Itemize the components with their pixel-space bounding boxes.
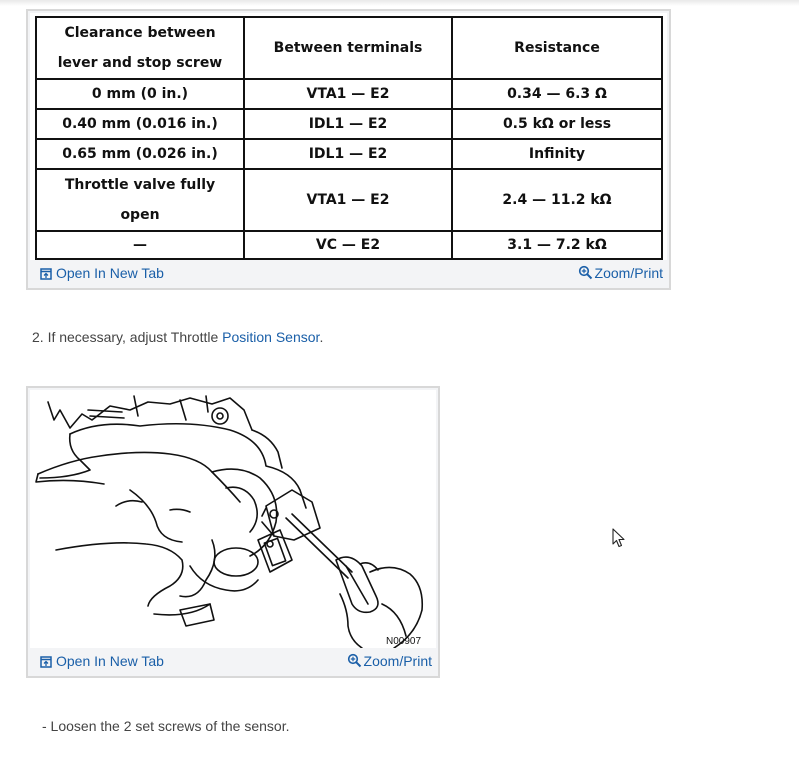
open-in-new-tab-link[interactable] (40, 265, 164, 281)
step-2-prefix: 2. If necessary, adjust Throttle (32, 329, 223, 345)
table-row (36, 169, 662, 231)
open-in-new-tab-icon (40, 268, 52, 280)
resistance-table-figure (26, 9, 671, 290)
table-row (36, 231, 662, 259)
header-clearance: Clearance between lever and stop screw (36, 17, 244, 79)
cell-resistance: 0.5 kΩ or less (452, 109, 662, 139)
zoom-icon (347, 653, 362, 668)
cell-terminals: IDL1 — E2 (244, 139, 452, 169)
throttle-body-drawing (30, 390, 436, 648)
cell-terminals: IDL1 — E2 (244, 109, 452, 139)
cell-resistance: 2.4 — 11.2 kΩ (452, 169, 662, 231)
header-terminals: Between terminals (244, 17, 452, 79)
cell-clearance: 0.40 mm (0.016 in.) (36, 109, 244, 139)
step-2-suffix: . (319, 329, 324, 345)
figure-code-label: N00907 (386, 636, 422, 647)
resistance-table (35, 16, 663, 260)
table-row (36, 109, 662, 139)
zoom-print-label: Zoom/Print (594, 265, 663, 281)
cell-clearance: 0 mm (0 in.) (36, 79, 244, 109)
mouse-pointer-icon (612, 528, 626, 548)
table-row (36, 139, 662, 169)
open-in-new-tab-link[interactable] (40, 653, 164, 669)
zoom-print-label: Zoom/Print (363, 653, 432, 669)
table-image (30, 13, 667, 260)
cell-terminals: VC — E2 (244, 231, 452, 259)
throttle-sensor-figure (26, 386, 440, 678)
table-row (36, 79, 662, 109)
position-sensor-link[interactable]: Position Sensor (222, 329, 320, 345)
cell-clearance: Throttle valve fully open (36, 169, 244, 231)
top-shadow (0, 0, 799, 6)
throttle-sensor-illustration (30, 390, 436, 648)
cell-clearance: — (36, 231, 244, 259)
cell-terminals: VTA1 — E2 (244, 169, 452, 231)
open-in-new-tab-icon (40, 656, 52, 668)
zoom-print-link[interactable] (578, 265, 663, 281)
cell-resistance: 3.1 — 7.2 kΩ (452, 231, 662, 259)
instruction-bullet: - Loosen the 2 set screws of the sensor. (42, 718, 290, 734)
figure-toolbar (30, 648, 436, 674)
cell-resistance: Infinity (452, 139, 662, 169)
header-resistance: Resistance (452, 17, 662, 79)
open-in-new-tab-label: Open In New Tab (56, 653, 164, 669)
open-in-new-tab-label: Open In New Tab (56, 265, 164, 281)
step-2-text (32, 329, 323, 345)
zoom-icon (578, 265, 593, 280)
zoom-print-link[interactable] (347, 653, 432, 669)
table-header-row (36, 17, 662, 79)
figure-toolbar (30, 260, 667, 286)
cell-clearance: 0.65 mm (0.026 in.) (36, 139, 244, 169)
cell-resistance: 0.34 — 6.3 Ω (452, 79, 662, 109)
cell-terminals: VTA1 — E2 (244, 79, 452, 109)
